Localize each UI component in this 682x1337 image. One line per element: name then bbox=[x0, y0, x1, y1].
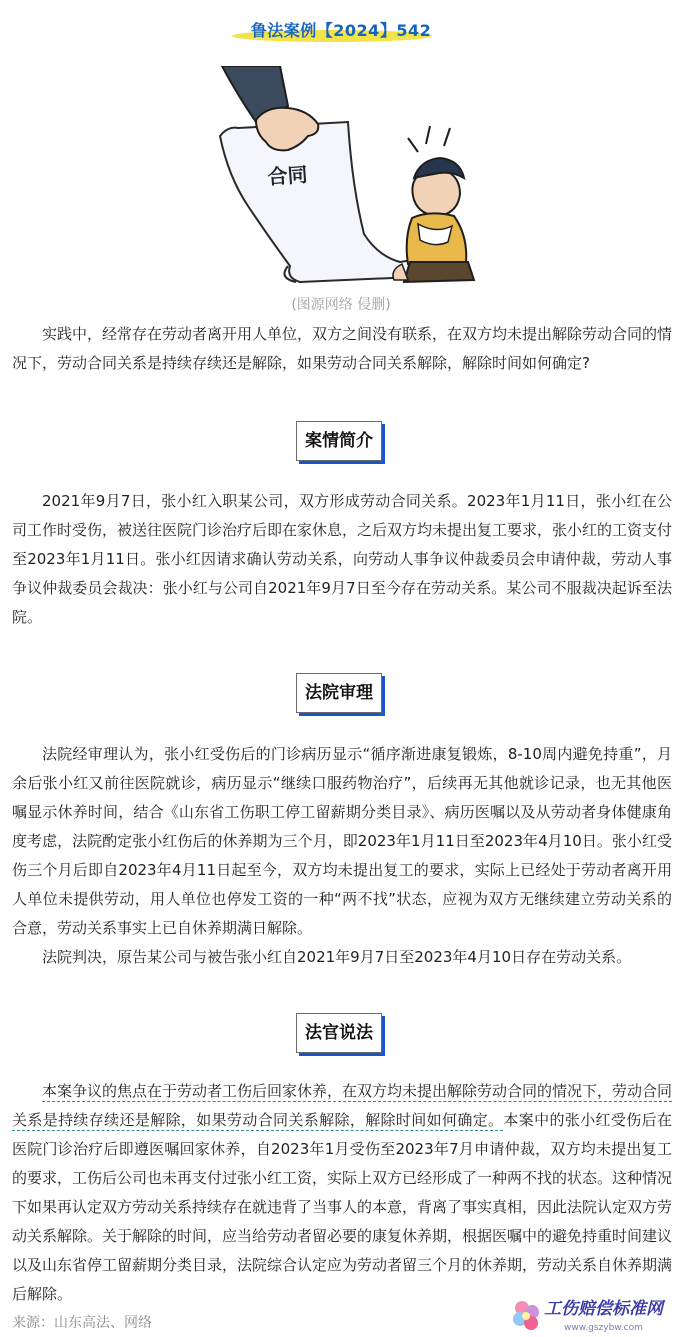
image-caption: (图源网络 侵删) bbox=[291, 297, 391, 313]
article-header bbox=[0, 10, 682, 50]
judge-commentary-paragraph bbox=[12, 1077, 672, 1309]
contract-label: 合同 bbox=[266, 162, 309, 189]
case-number-title: 鲁法案例【2024】542 bbox=[250, 21, 432, 40]
contract-illustration bbox=[168, 66, 512, 288]
intro-paragraph: 实践中，经常存在劳动者离开用人单位，双方之间没有联系，在双方均未提出解除劳动合同的情况下，劳动合同关系是持续存续还是解除，如果劳动合同关系解除，解除时间如何确定? bbox=[12, 325, 673, 372]
court-reasoning-paragraph: 法院经审理认为，张小红受伤后的门诊病历显示“循序渐进康复锻炼，8-10周内避免持重”，月余后张小红又前往医院就诊，病历显示“继续口服药物治疗”，后续再无其他就诊记录，也无其他医嘱显示休养时间，结合《山东省工伤职工停工留薪期分类目录》、病历医嘱以及从劳动者身体健康角度考虑，法院酌定张小红伤后的休养期为三个月，即2023年1月11日至2023年4月10日。张小红受伤三个月后即自2023年4月11日起至今，双方均未提出复工的要求，实际上已经处于劳动者离开用人单位未提供劳动，用人单位也停发工资的一种“两不找”状态，应视为双方无继续建立劳动关系的合意，劳动关系事实上已自休养期满日解除。 bbox=[12, 745, 672, 937]
section-title-court-trial: 法院审理 bbox=[296, 673, 382, 713]
logo-text: 工伤赔偿标准网 bbox=[544, 1299, 663, 1319]
case-summary-paragraph: 2021年9月7日，张小红入职某公司，双方形成劳动合同关系。2023年1月11日，张小红在公司工作时受伤，被送往医院门诊治疗后即在家休息，之后双方均未提出复工要求，张小红的工资支付至2023年1月11日。张小红因请求确认劳动关系，向劳动人事争议仲裁委员会申请仲裁，劳动人事争议仲裁委员会裁决：张小红与公司自2021年9月7日至今存在劳动关系。某公司不服裁决起诉至法院。 bbox=[12, 492, 673, 626]
injured-worker-figure bbox=[393, 126, 474, 282]
court-judgment-paragraph: 法院判决，原告某公司与被告张小红自2021年9月7日至2023年4月10日存在劳动关系。 bbox=[42, 948, 632, 966]
flower-icon bbox=[513, 1301, 539, 1330]
logo-url: www.gszybw.com bbox=[564, 1323, 643, 1333]
source-credit: 来源：山东高法、网络 bbox=[12, 1315, 152, 1331]
dispute-focus-highlight: 本案争议的焦点在于劳动者工伤后回家休养，在双方均未提出解除劳动合同的情况下，劳动合同关系是持续存续还是解除，如果劳动合同关系解除，解除时间如何确定。 bbox=[12, 1082, 673, 1129]
section-title-case-summary: 案情简介 bbox=[296, 421, 382, 461]
section-title-judge-commentary: 法官说法 bbox=[296, 1013, 382, 1053]
site-logo[interactable] bbox=[504, 1292, 680, 1336]
judge-commentary-body: 本案中的张小红受伤后在医院门诊治疗后即遵医嘱回家休养，自2023年1月受伤至2023年7月申请仲裁，双方均未提出复工的要求，工伤后公司也未再支付过张小红工资，实际上双方已经形成了一种两不找的状态。这种情况下如果再认定双方劳动关系持续存在就违背了当事人的本意，背离了事实真相，因此法院认定双方劳动关系解除。关于解除的时间，应当给劳动者留必要的康复休养期，根据医嘱中的避免持重时间建议以及山东省停工留薪期分类目录，法院综合认定应为劳动者留三个月的休养期，劳动关系自休养期满后解除。 bbox=[12, 1111, 673, 1303]
